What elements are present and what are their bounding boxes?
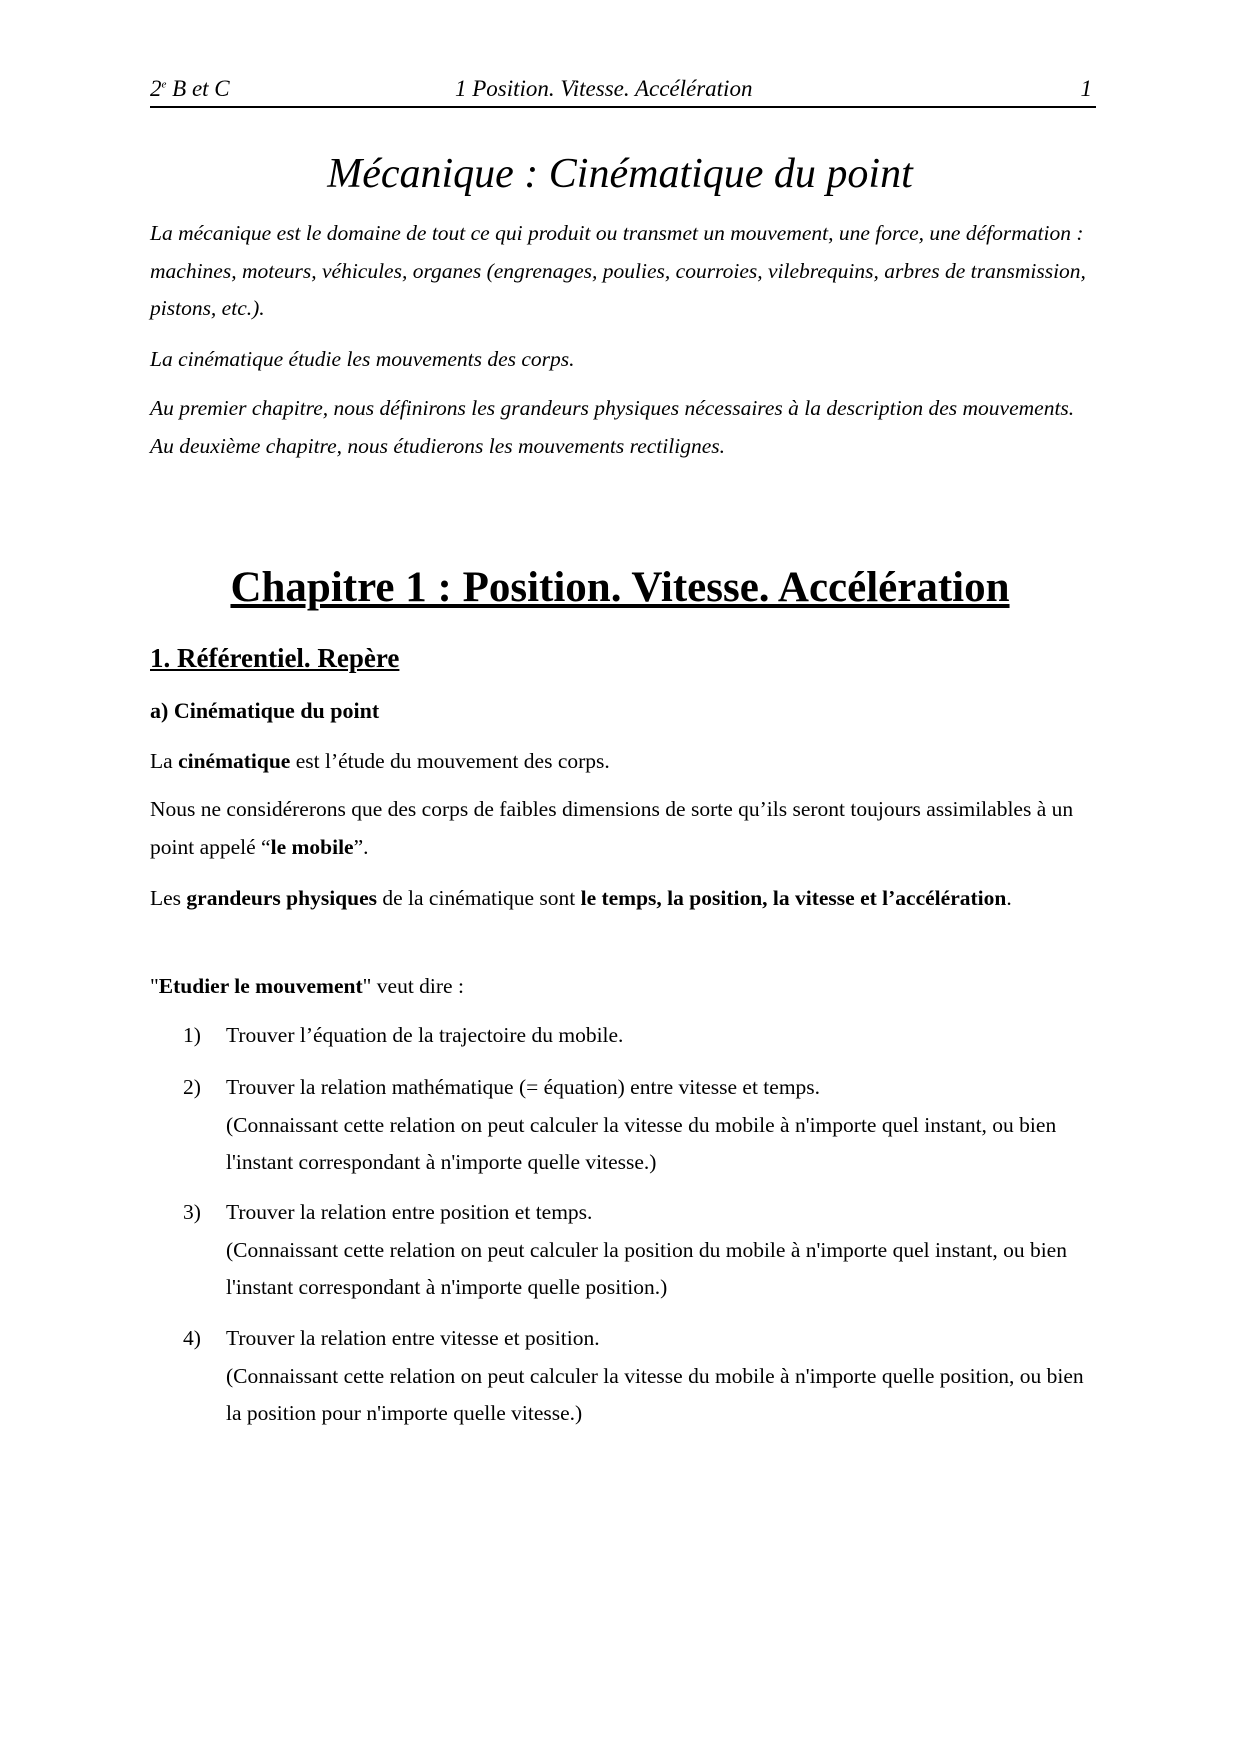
bold-term: le mobile	[270, 834, 354, 859]
intro-paragraph-3: Au premier chapitre, nous définirons les grandeurs physiques nécessaires à la description des mouvements. Au deuxième chapitre, nous étudierons les mouvements rectilignes.	[150, 396, 1075, 458]
list-number: 1)	[183, 1023, 201, 1047]
bold-term: Etudier le mouvement	[158, 974, 363, 998]
header-class-num: 2	[150, 76, 162, 101]
intro-paragraph-1: La mécanique est le domaine de tout ce qui produit ou transmet un mouvement, une force, une déformation : machines, moteurs, véhicules, organes (engrenages, poulies, courroies, vilebrequins, arbres de transmission, pistons, etc.).	[150, 221, 1086, 320]
text: de la cinématique sont	[377, 886, 581, 910]
text: La	[150, 749, 179, 773]
text: "	[150, 974, 159, 998]
text: " veut dire :	[362, 974, 464, 998]
subsection-heading: a) Cinématique du point	[150, 698, 380, 723]
text: ”.	[353, 834, 369, 859]
intro-paragraph-2: La cinématique étudie les mouvements des corps.	[150, 347, 575, 371]
list-text	[226, 1017, 1086, 1055]
text: Les	[150, 886, 187, 910]
header-class-rest: B et C	[166, 76, 230, 101]
list-main: Trouver la relation mathématique (= équation) entre vitesse et temps.	[226, 1075, 821, 1099]
bold-term: le temps, la position, la vitesse et l’accélération	[580, 886, 1007, 910]
document-title: Mécanique : Cinématique du point	[327, 151, 913, 197]
list-main: Trouver la relation entre position et temps.	[226, 1200, 593, 1224]
list-note: (Connaissant cette relation on peut calculer la vitesse du mobile à n'importe quel instant, ou bien l'instant correspondant à n'importe quelle vitesse.)	[226, 1112, 1057, 1174]
list-number: 2)	[183, 1075, 201, 1099]
text: Nous ne considérerons que des corps de faibles dimensions de sorte qu’ils seront toujours assimilables à un point appelé “	[150, 797, 1074, 859]
bold-term: cinématique	[178, 749, 291, 773]
list-number: 4)	[183, 1326, 201, 1350]
header-chapter: 1 Position. Vitesse. Accélération	[455, 76, 753, 101]
bold-term: grandeurs physiques	[186, 886, 377, 910]
paragraph-cinematique	[150, 743, 1100, 781]
paragraph-etudier	[150, 968, 1100, 1006]
header-class-sup: e	[161, 78, 167, 91]
list-main: Trouver l’équation de la trajectoire du mobile.	[226, 1023, 624, 1047]
paragraph-mobile	[150, 791, 1100, 866]
chapter-title: Chapitre 1 : Position. Vitesse. Accélération	[230, 564, 1010, 611]
list-note: (Connaissant cette relation on peut calculer la vitesse du mobile à n'importe quelle position, ou bien la position pour n'importe quelle vitesse.)	[226, 1363, 1084, 1425]
text: .	[1006, 886, 1012, 910]
list-text	[226, 1069, 1086, 1182]
list-text	[226, 1194, 1086, 1307]
text: est l’étude du mouvement des corps.	[290, 749, 610, 773]
header-class	[150, 76, 230, 102]
paragraph-grandeurs	[150, 880, 1100, 918]
list-main: Trouver la relation entre vitesse et position.	[226, 1326, 600, 1350]
page-number: 1	[1080, 76, 1092, 101]
list-note: (Connaissant cette relation on peut calculer la position du mobile à n'importe quel instant, ou bien l'instant correspondant à n'importe quelle position.)	[226, 1237, 1067, 1299]
page-header	[150, 74, 1096, 108]
section-heading: 1. Référentiel. Repère	[150, 643, 400, 673]
list-number: 3)	[183, 1200, 201, 1224]
list-text	[226, 1320, 1086, 1433]
